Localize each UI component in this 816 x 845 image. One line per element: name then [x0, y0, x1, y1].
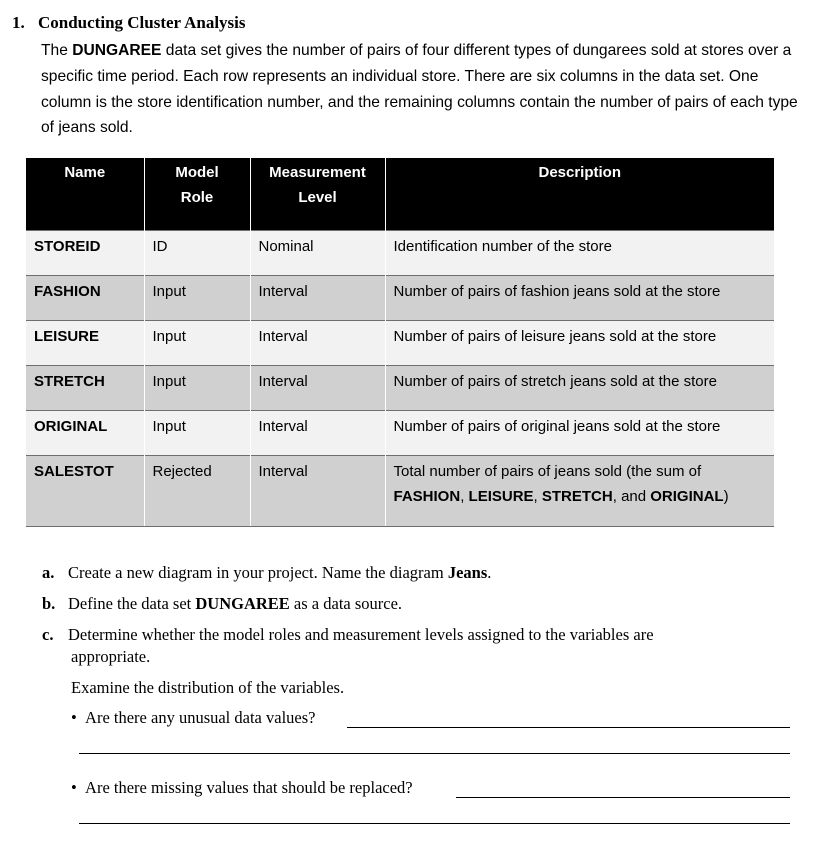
table-row — [26, 231, 774, 276]
question-c-continuation: appropriate. — [71, 647, 151, 666]
dataset-name: DUNGAREE — [72, 42, 162, 59]
cell-level: Interval — [250, 456, 385, 527]
answer-line[interactable] — [347, 727, 790, 728]
cell-level: Interval — [250, 276, 385, 321]
table-row — [26, 411, 774, 456]
cell-role: Rejected — [144, 456, 250, 527]
section-number: 1. — [12, 13, 25, 32]
intro-text-rest: data set gives the number of pairs of four different types of dungarees sold at stores over a specific time period. Each row represents an individual store. There are six columns in the data set. One column is the store identification number, and the remaining columns contain the number of pairs of each type of jeans sold. — [41, 42, 798, 137]
intro-text-start: The — [41, 42, 73, 59]
table-header-row — [26, 158, 774, 231]
header-measurement-level: Measurement Level — [250, 158, 385, 231]
cell-role: Input — [144, 366, 250, 411]
cell-role: ID — [144, 231, 250, 276]
header-name: Name — [26, 158, 144, 231]
answer-line[interactable] — [79, 823, 790, 824]
intro-paragraph — [41, 38, 801, 141]
bullet-question-missing-values: • Are there missing values that should be replaced? — [71, 778, 413, 797]
bullet-question-unusual-values: • Are there any unusual data values? — [71, 708, 316, 727]
cell-name: ORIGINAL — [26, 411, 144, 456]
variables-table — [26, 158, 774, 527]
cell-name: LEISURE — [26, 321, 144, 366]
table-row — [26, 321, 774, 366]
question-a: a. Create a new diagram in your project. Name the diagram Jeans. — [42, 563, 492, 582]
cell-role: Input — [144, 411, 250, 456]
cell-description: Number of pairs of original jeans sold at the store — [385, 411, 774, 456]
answer-line[interactable] — [79, 753, 790, 754]
cell-level: Interval — [250, 411, 385, 456]
question-label: b. — [42, 594, 56, 613]
cell-name: STRETCH — [26, 366, 144, 411]
cell-level: Interval — [250, 321, 385, 366]
section-heading — [12, 13, 246, 33]
table-row — [26, 456, 774, 527]
cell-name: FASHION — [26, 276, 144, 321]
cell-role: Input — [144, 321, 250, 366]
cell-description: Identification number of the store — [385, 231, 774, 276]
cell-name: STOREID — [26, 231, 144, 276]
cell-description: Total number of pairs of jeans sold (the sum of FASHION, LEISURE, STRETCH, and ORIGINAL) — [385, 456, 774, 527]
cell-description: Number of pairs of leisure jeans sold at the store — [385, 321, 774, 366]
question-label: a. — [42, 563, 55, 582]
cell-level: Interval — [250, 366, 385, 411]
examine-instruction: Examine the distribution of the variables. — [71, 678, 345, 697]
cell-level: Nominal — [250, 231, 385, 276]
question-label: c. — [42, 625, 54, 644]
cell-description: Number of pairs of stretch jeans sold at the store — [385, 366, 774, 411]
table-row — [26, 276, 774, 321]
cell-role: Input — [144, 276, 250, 321]
cell-name: SALESTOT — [26, 456, 144, 527]
bullet-icon: • — [71, 778, 77, 797]
question-c: c. Determine whether the model roles and measurement levels assigned to the variables are — [42, 625, 654, 644]
question-b: b. Define the data set DUNGAREE as a data source. — [42, 594, 403, 613]
section-title: Conducting Cluster Analysis — [38, 13, 246, 32]
header-description: Description — [385, 158, 774, 231]
table-row — [26, 366, 774, 411]
header-model-role: Model Role — [144, 158, 250, 231]
cell-description: Number of pairs of fashion jeans sold at the store — [385, 276, 774, 321]
bullet-icon: • — [71, 708, 77, 727]
answer-line[interactable] — [456, 797, 790, 798]
